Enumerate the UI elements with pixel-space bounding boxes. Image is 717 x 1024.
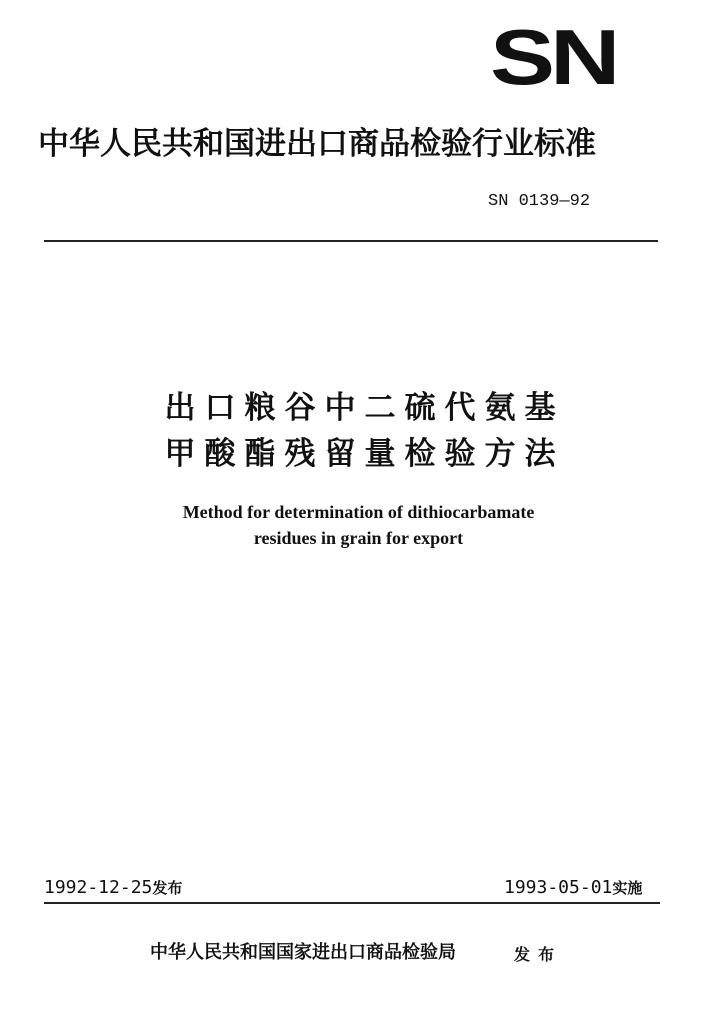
chinese-title-line-2: 甲酸酯残留量检验方法 [164,436,565,472]
implement-date-block [504,876,642,900]
english-title-line-2: residues in grain for export [253,528,464,548]
issue-date-block [44,876,182,900]
bottom-divider [44,902,660,904]
standard-code: SN 0139—92 [488,192,591,211]
sn-logo: SN [490,13,616,101]
chinese-title-line-1: 出口粮谷中二硫代氨基 [164,390,565,426]
issue-date: 1992-12-25 [44,877,153,898]
english-title-line-1: Method for determination of dithiocarbamate [182,502,535,522]
top-divider [44,240,658,242]
issuer-action: 发布 [514,945,563,964]
implement-label: 实施 [612,879,643,897]
implement-date: 1993-05-01 [504,877,613,898]
issue-label: 发布 [152,879,183,897]
issuing-authority: 中华人民共和国国家进出口商品检验局 [150,942,456,963]
standard-category-title: 中华人民共和国进出口商品检验行业标准 [38,126,596,162]
